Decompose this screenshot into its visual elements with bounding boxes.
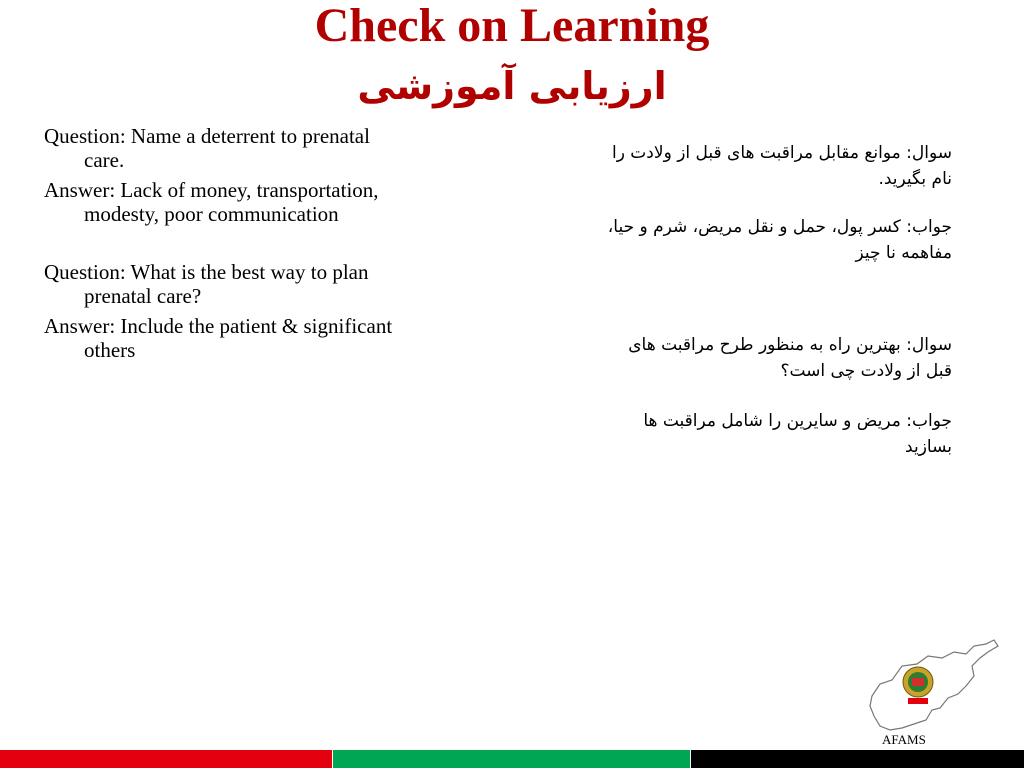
flag-stripe-red [0,750,332,768]
persian-answer-2: جواب: مریض و سایرین را شامل مراقبت ها بسازید [643,411,952,457]
persian-column [560,140,952,460]
flag-stripe-black [691,750,1024,768]
english-answer-2: Answer: Include the patient & significant others [44,314,393,362]
persian-answer-1: جواب: کسر پول، حمل و نقل مریض، شرم و حیا، مفاهمه نا چیز [607,217,952,263]
english-question-2: Question: What is the best way to plan prenatal care? [44,260,369,308]
emblem-cross [912,678,924,686]
emblem-ribbon [908,698,928,704]
english-column [44,124,404,362]
english-question-1: Question: Name a deterrent to prenatal care. [44,124,370,172]
afghanistan-map-logo [862,636,1002,736]
afams-label: AFAMS [882,732,926,747]
english-answer-1: Answer: Lack of money, transportation, modesty, poor communication [44,178,379,226]
map-outline [870,640,998,730]
persian-question-1: سوال: موانع مقابل مراقبت های قبل از ولادت را نام بگیرید. [611,143,952,189]
persian-question-2: سوال: بهترین راه به منظور طرح مراقبت های قبل از ولادت چی است؟ [628,335,952,381]
slide-title: Check on Learning [314,0,710,52]
flag-stripe-green [333,750,690,768]
slide-subtitle: ارزیابی آموزشی [357,64,667,108]
